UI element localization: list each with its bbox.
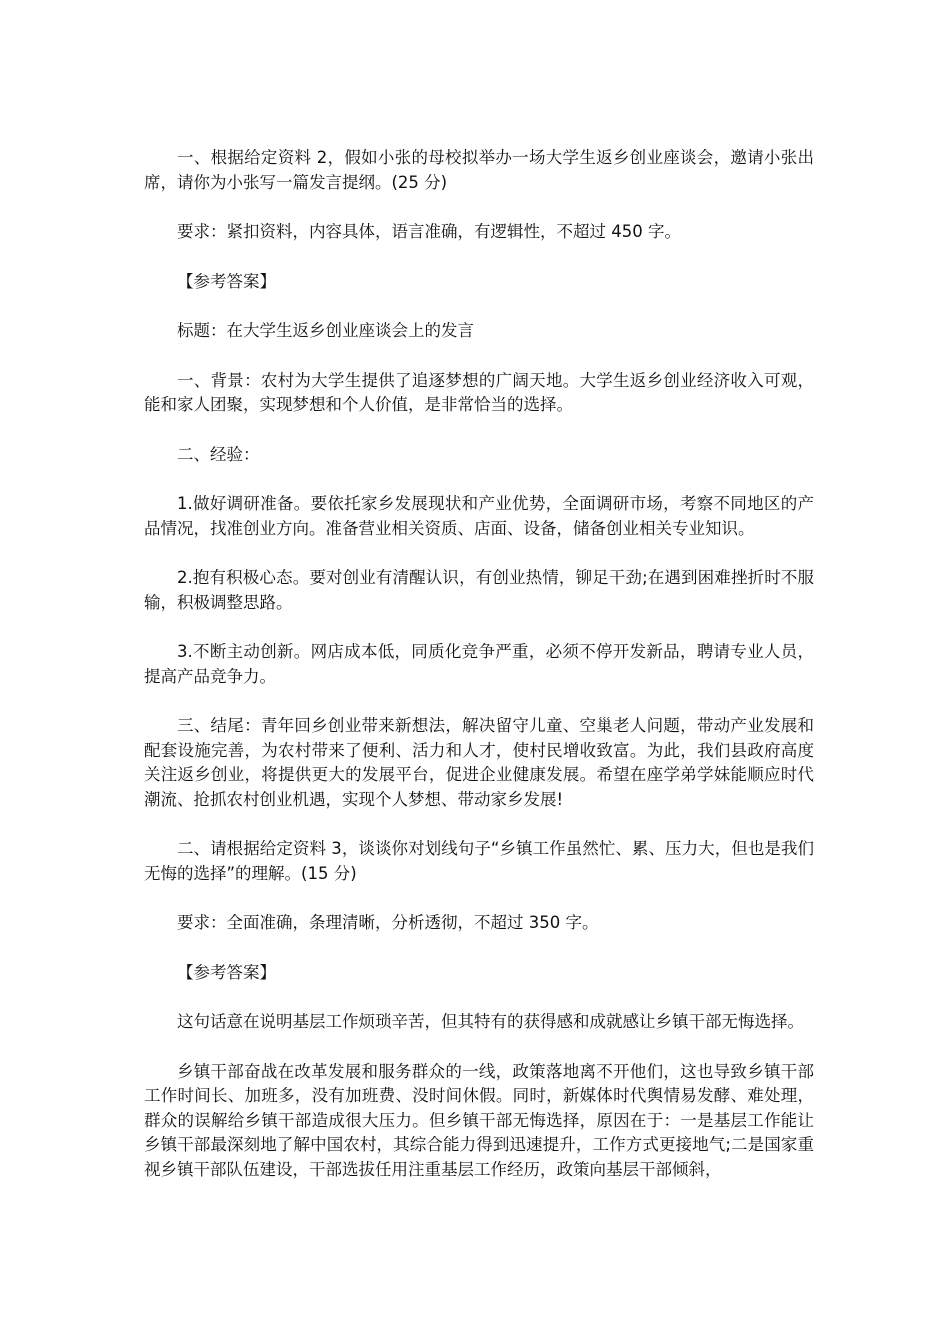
- answer-1-experience-heading: 二、经验：: [177, 444, 260, 464]
- answer-2-analysis: 乡镇干部奋战在改革发展和服务群众的一线，政策落地离不开他们，这也导致乡镇干部工作时间长、加班多，没有加班费、没时间休假。同时，新媒体时代舆情易发酵、难处理，群众的误解给乡镇干部造成很大压力。但乡镇干部无悔选择，原因在于：一是基层工作能让乡镇干部最深刻地了解中国农村，其综合能力得到迅速提升，工作方式更接地气;二是国家重视乡镇干部队伍建设，干部选拔任用注重基层工作经历，政策向基层干部倾斜，: [144, 1061, 814, 1179]
- answer-1-background: 一、背景：农村为大学生提供了追逐梦想的广阔天地。大学生返乡创业经济收入可观，能和家人团聚，实现梦想和个人价值，是非常恰当的选择。: [144, 370, 814, 414]
- answer-1-heading: 【参考答案】: [177, 271, 276, 291]
- question-1-prompt: 一、根据给定资料 2，假如小张的母校拟举办一场大学生返乡创业座谈会，邀请小张出席，请你为小张写一篇发言提纲。(25 分): [144, 148, 814, 192]
- document-body: [144, 146, 814, 1207]
- question-2-requirements: 要求：全面准确，条理清晰，分析透彻，不超过 350 字。: [177, 913, 599, 932]
- answer-1-experience-2: 2.抱有积极心态。要对创业有清醒认识，有创业热情，铆足干劲;在遇到困难挫折时不服输，积极调整思路。: [144, 568, 814, 612]
- question-1-requirements: 要求：紧扣资料，内容具体，语言准确，有逻辑性，不超过 450 字。: [177, 222, 681, 241]
- answer-1-title: 标题：在大学生返乡创业座谈会上的发言: [177, 321, 474, 340]
- answer-2-summary: 这句话意在说明基层工作烦琐辛苦，但其特有的获得感和成就感让乡镇干部无悔选择。: [177, 1012, 804, 1031]
- answer-1-experience-3: 3.不断主动创新。网店成本低，同质化竞争严重，必须不停开发新品，聘请专业人员，提高产品竞争力。: [144, 642, 814, 686]
- question-2-prompt: 二、请根据给定资料 3，谈谈你对划线句子“乡镇工作虽然忙、累、压力大，但也是我们无悔的选择”的理解。(15 分): [144, 839, 814, 883]
- answer-1-experience-1: 1.做好调研准备。要依托家乡发展现状和产业优势，全面调研市场，考察不同地区的产品情况，找准创业方向。准备营业相关资质、店面、设备，储备创业相关专业知识。: [144, 494, 814, 538]
- answer-1-conclusion: 三、结尾：青年回乡创业带来新想法，解决留守儿童、空巢老人问题，带动产业发展和配套设施完善，为农村带来了便利、活力和人才，使村民增收致富。为此，我们县政府高度关注返乡创业，将提供更大的发展平台，促进企业健康发展。希望在座学弟学妹能顺应时代潮流、抢抓农村创业机遇，实现个人梦想、带动家乡发展!: [144, 716, 814, 809]
- answer-2-heading: 【参考答案】: [177, 962, 276, 982]
